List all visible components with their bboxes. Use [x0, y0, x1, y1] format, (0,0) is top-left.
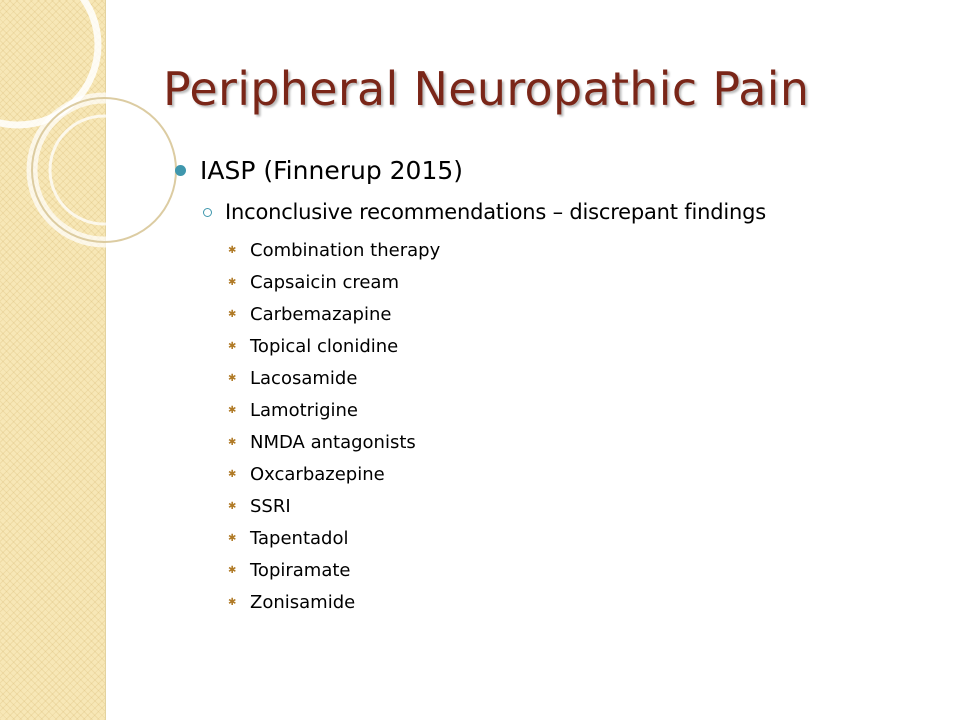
star-bullet-icon: ✱: [228, 244, 237, 256]
list-item-text: Carbemazapine: [250, 303, 392, 325]
star-bullet-icon: ✱: [228, 308, 237, 320]
star-bullet-icon: ✱: [228, 276, 237, 288]
list-item-text: Oxcarbazepine: [250, 463, 385, 485]
star-bullet-icon: ✱: [228, 340, 237, 352]
list-item: [228, 426, 440, 458]
list-item: [228, 554, 440, 586]
list-item-text: Lacosamide: [250, 367, 358, 389]
list-item: [228, 522, 440, 554]
bullet-level1: [175, 156, 463, 185]
list-item-text: Topiramate: [250, 559, 351, 581]
list-item: [228, 458, 440, 490]
hollow-circle-bullet-icon: [203, 208, 212, 217]
star-bullet-icon: ✱: [228, 404, 237, 416]
list-item-text: SSRI: [250, 495, 291, 517]
list-item-text: Capsaicin cream: [250, 271, 400, 293]
list-item-text: Tapentadol: [250, 527, 349, 549]
list-item-text: Combination therapy: [250, 239, 441, 261]
filled-circle-bullet-icon: [175, 165, 186, 176]
drug-list: [228, 234, 440, 618]
list-item-text: Zonisamide: [250, 591, 356, 613]
list-item-text: Lamotrigine: [250, 399, 358, 421]
decorative-rings-icon: [0, 0, 160, 300]
list-item: [228, 394, 440, 426]
star-bullet-icon: ✱: [228, 372, 237, 384]
list-item: [228, 330, 440, 362]
list-item: [228, 586, 440, 618]
bullet-level2: [203, 200, 766, 224]
star-bullet-icon: ✱: [228, 500, 237, 512]
star-bullet-icon: ✱: [228, 436, 237, 448]
list-item: [228, 362, 440, 394]
list-item: [228, 298, 440, 330]
list-item-text: NMDA antagonists: [250, 431, 416, 453]
star-bullet-icon: ✱: [228, 596, 237, 608]
star-bullet-icon: ✱: [228, 564, 237, 576]
list-item: [228, 266, 440, 298]
star-bullet-icon: ✱: [228, 468, 237, 480]
slide-title: Peripheral Neuropathic Pain: [163, 62, 810, 116]
list-item-text: Topical clonidine: [250, 335, 399, 357]
list-item: [228, 234, 440, 266]
bullet-level2-text: Inconclusive recommendations – discrepant findings: [225, 200, 766, 224]
list-item: [228, 490, 440, 522]
star-bullet-icon: ✱: [228, 532, 237, 544]
bullet-level1-text: IASP (Finnerup 2015): [200, 156, 464, 185]
